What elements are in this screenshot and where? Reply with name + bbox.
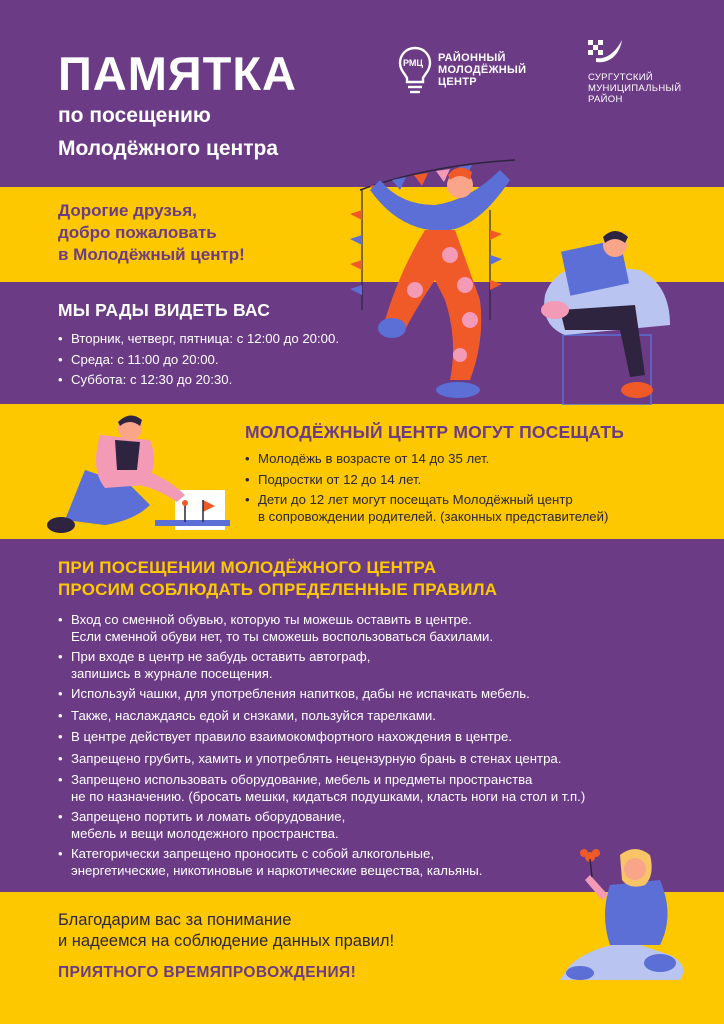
visitors-list (245, 451, 608, 525)
closing-text: ПРИЯТНОГО ВРЕМЯПРОВОЖДЕНИЯ! (58, 964, 357, 981)
list-item-line2: Если сменной обуви нет, то ты сможешь воспользоваться бахилами. (71, 628, 494, 644)
visitors-heading: МОЛОДЁЖНЫЙ ЦЕНТР МОГУТ ПОСЕЩАТЬ (245, 422, 625, 442)
list-item: • Подростки от 12 до 14 лет. (245, 472, 608, 489)
thanks-line1: Благодарим вас за понимание (58, 911, 292, 929)
list-item (58, 809, 585, 842)
district-emblem-icon (588, 38, 624, 66)
list-item (58, 772, 585, 805)
list-item (58, 612, 585, 645)
rmc-logo-line3: ЦЕНТР (438, 76, 477, 88)
list-item (58, 846, 585, 879)
district-logo-line2: МУНИЦИПАЛЬНЫЙ (588, 83, 682, 94)
list-item-line2: не по назначению. (бросать мешки, кидаться подушками, класть ноги на стол и т.п.) (71, 788, 586, 804)
rules-heading-line1: ПРИ ПОСЕЩЕНИИ МОЛОДЁЖНОГО ЦЕНТРА (58, 558, 437, 577)
sitting-person-illustration (535, 225, 695, 405)
list-item (58, 729, 585, 746)
list-item-line1: • Дети до 12 лет могут посещать Молодёжный центр (258, 492, 573, 507)
list-item-line1: • Запрещено грубить, хамить и употреблять нецензурную брань в стенах центра. (71, 750, 562, 766)
rmc-logo-line1: РАЙОННЫЙ (438, 52, 506, 64)
district-logo-line1: СУРГУТСКИЙ (588, 72, 653, 83)
rules-heading (58, 557, 497, 601)
list-item (58, 649, 585, 682)
list-item-line2: мебель и вещи молодежного пространства. (71, 825, 339, 841)
list-item-line1: • Запрещено портить и ломать оборудование, (71, 809, 346, 824)
builder-person-illustration (45, 410, 235, 540)
list-item-line2: энергетические, никотиновые и наркотические вещества, кальяны. (71, 862, 483, 878)
page-title: ПАМЯТКА (58, 47, 297, 100)
lightbulb-icon (398, 46, 432, 96)
list-item-line1: • Категорически запрещено проносить с собой алкогольные, (71, 846, 434, 861)
list-item: • Вторник, четверг, пятница: с 12:00 до 20:00. (58, 331, 339, 348)
list-item-line1: • Также, наслаждаясь едой и снэками, пользуйся тарелками. (71, 707, 436, 723)
list-item (245, 492, 608, 525)
list-item-line1: • Запрещено использовать оборудование, мебель и предметы пространства (71, 772, 533, 787)
rmc-logo (398, 46, 548, 102)
list-item (58, 708, 585, 725)
greeting-line2: добро пожаловать (58, 223, 217, 242)
district-logo-line3: РАЙОН (588, 94, 623, 105)
list-item (58, 751, 585, 768)
list-item-line2: в сопровождении родителей. (законных представителей) (258, 508, 609, 524)
thanks-text (58, 910, 394, 952)
list-item-line2: запишись в журнале посещения. (71, 665, 273, 681)
dancing-person-illustration (340, 150, 530, 400)
schedule-list (58, 331, 339, 389)
page-subtitle-line1: по посещению (58, 104, 211, 127)
rmc-monogram: РМЦ (403, 58, 423, 68)
greeting-line3: в Молодёжный центр! (58, 245, 245, 264)
greeting-text (58, 200, 245, 266)
rmc-logo-line2: МОЛОДЁЖНЫЙ (438, 64, 527, 76)
schedule-heading: МЫ РАДЫ ВИДЕТЬ ВАС (58, 300, 271, 320)
list-item: • Суббота: с 12:30 до 20:30. (58, 372, 339, 389)
list-item: • Молодёжь в возрасте от 14 до 35 лет. (245, 451, 608, 468)
list-item-line1: • При входе в центр не забудь оставить автограф, (71, 649, 371, 664)
rules-list (58, 612, 585, 879)
greeting-line1: Дорогие друзья, (58, 201, 197, 220)
list-item-line1: • В центре действует правило взаимокомфортного нахождения в центре. (71, 729, 513, 744)
flower-person-illustration (540, 845, 720, 985)
list-item-line1: • Используй чашки, для употребления напитков, дабы не испачкать мебель. (71, 686, 530, 701)
page-subtitle-line2: Молодёжного центра (58, 137, 279, 160)
list-item (58, 686, 585, 703)
thanks-line2: и надеемся на соблюдение данных правил! (58, 932, 395, 950)
rules-heading-line2: ПРОСИМ СОБЛЮДАТЬ ОПРЕДЕЛЕННЫЕ ПРАВИЛА (58, 580, 498, 599)
list-item-line1: • Вход со сменной обувью, которую ты можешь оставить в центре. (71, 612, 472, 627)
list-item: • Среда: с 11:00 до 20:00. (58, 352, 339, 369)
district-logo (588, 38, 698, 108)
